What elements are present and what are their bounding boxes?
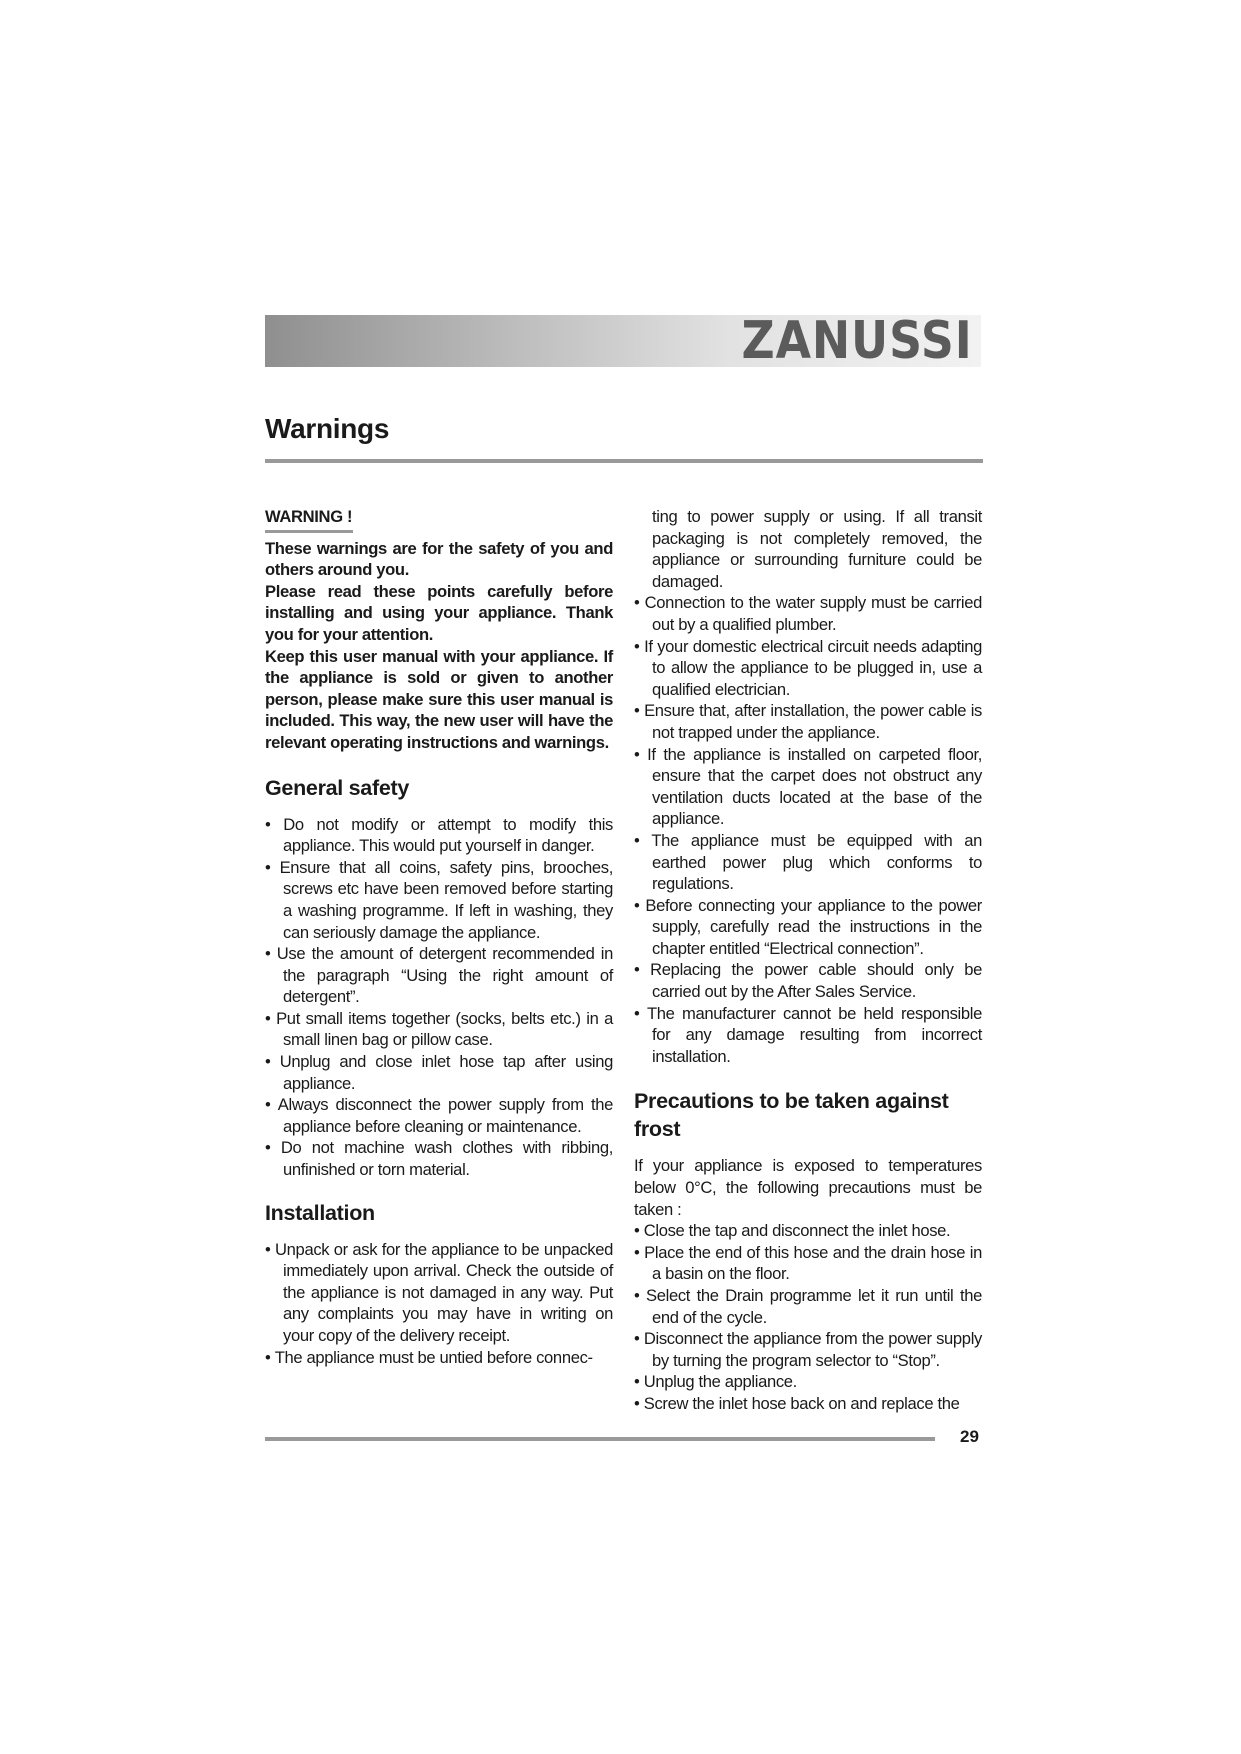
- list-item: • Use the amount of detergent recommended in the paragraph “Using the right amount of detergent”.: [265, 943, 613, 1008]
- footer-divider: [265, 1437, 935, 1441]
- list-item: • Ensure that, after installation, the power cable is not trapped under the appliance.: [634, 700, 982, 743]
- right-column: [634, 506, 982, 1415]
- installation-heading: Installation: [265, 1200, 375, 1225]
- warning-paragraph: Keep this user manual with your appliance. If the appliance is sold or given to another person, please make sure this user manual is included. This way, the new user will have the relevant operating instructions and warnings.: [265, 646, 613, 752]
- warning-paragraph: These warnings are for the safety of you and others around you.: [265, 538, 613, 580]
- frost-list: [634, 1220, 982, 1414]
- list-item: • Always disconnect the power supply from the appliance before cleaning or maintenance.: [265, 1094, 613, 1137]
- frost-intro: If your appliance is exposed to temperatures below 0°C, the following precautions must be taken :: [634, 1156, 982, 1219]
- installation-continuation: ting to power supply or using. If all transit packaging is not completely removed, the appliance or surrounding furniture could be damaged.: [652, 507, 982, 591]
- title-divider: [265, 459, 983, 463]
- list-item: • Close the tap and disconnect the inlet hose.: [634, 1220, 982, 1242]
- list-item: • Put small items together (socks, belts etc.) in a small linen bag or pillow case.: [265, 1008, 613, 1051]
- warning-label: WARNING !: [265, 507, 353, 526]
- warning-paragraph: Please read these points carefully before installing and using your appliance. Thank you for your attention.: [265, 581, 613, 644]
- warning-underline: [265, 530, 353, 533]
- list-item: • Disconnect the appliance from the power supply by turning the program selector to “Stop”.: [634, 1328, 982, 1371]
- installation-list-continued: [634, 592, 982, 1067]
- frost-heading: Precautions to be taken against frost: [634, 1089, 949, 1142]
- list-item: • Ensure that all coins, safety pins, brooches, screws etc have been removed before starting a washing programme. If left in washing, they can seriously damage the appliance.: [265, 857, 613, 943]
- list-item: • Screw the inlet hose back on and replace the: [634, 1393, 982, 1415]
- list-item: • Unpack or ask for the appliance to be unpacked immediately upon arrival. Check the outside of the appliance is not damaged in any way. Put any complaints you may have in writing on your copy of the delivery receipt.: [265, 1239, 613, 1347]
- list-item: • Place the end of this hose and the drain hose in a basin on the floor.: [634, 1242, 982, 1285]
- general-safety-heading: General safety: [265, 775, 409, 800]
- list-item: • Unplug the appliance.: [634, 1371, 982, 1393]
- list-item: • Select the Drain programme let it run until the end of the cycle.: [634, 1285, 982, 1328]
- list-item: • Replacing the power cable should only be carried out by the After Sales Service.: [634, 959, 982, 1002]
- list-item: • Before connecting your appliance to the power supply, carefully read the instructions in the chapter entitled “Electrical connection”.: [634, 895, 982, 960]
- brand-logo: ZANUSSI: [741, 311, 973, 371]
- list-item: • Do not machine wash clothes with ribbing, unfinished or torn material.: [265, 1137, 613, 1180]
- installation-list: [265, 1239, 613, 1369]
- list-item: • Connection to the water supply must be carried out by a qualified plumber.: [634, 592, 982, 635]
- header-banner: [265, 311, 981, 371]
- left-column: [265, 506, 613, 1368]
- list-item: • The appliance must be untied before connec-: [265, 1347, 613, 1369]
- list-item: • If the appliance is installed on carpeted floor, ensure that the carpet does not obstruct any ventilation ducts located at the base of the appliance.: [634, 744, 982, 830]
- list-item: • Do not modify or attempt to modify this appliance. This would put yourself in danger.: [265, 814, 613, 857]
- list-item: • The appliance must be equipped with an earthed power plug which conforms to regulations.: [634, 830, 982, 895]
- page-title: Warnings: [265, 413, 390, 444]
- general-safety-list: [265, 814, 613, 1181]
- list-item: • If your domestic electrical circuit needs adapting to allow the appliance to be plugged in, use a qualified electrician.: [634, 636, 982, 701]
- page-number: 29: [960, 1427, 979, 1446]
- list-item: • Unplug and close inlet hose tap after using appliance.: [265, 1051, 613, 1094]
- list-item: • The manufacturer cannot be held responsible for any damage resulting from incorrect installation.: [634, 1003, 982, 1068]
